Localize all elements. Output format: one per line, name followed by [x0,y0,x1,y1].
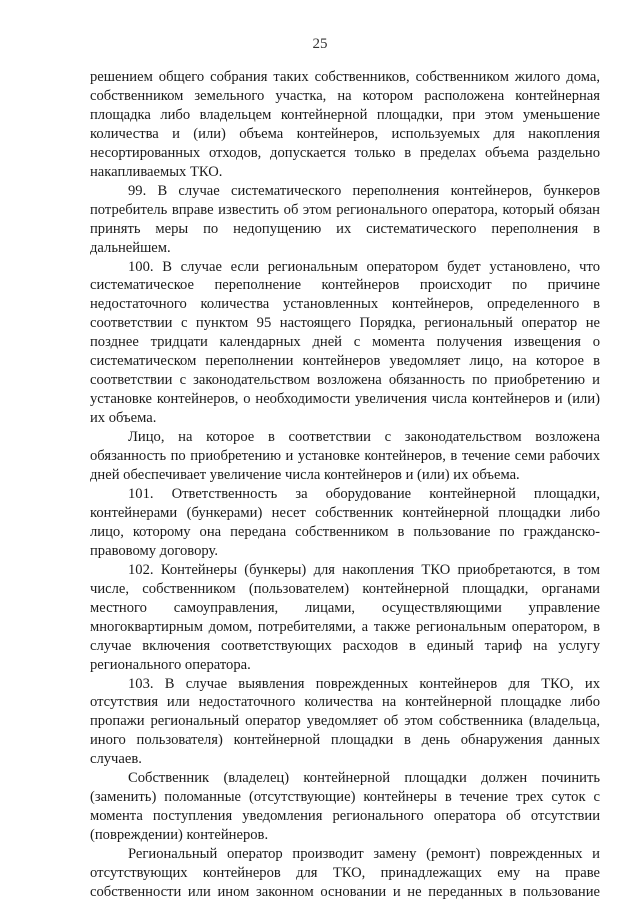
paragraph-99: 99. В случае систематического переполнения контейнеров, бункеров потребитель вправе известить об этом регионального оператора, который обязан принять меры по недопущению их систематического переполнения в дальнейшем. [90,182,600,256]
paragraph-102: 102. Контейнеры (бункеры) для накопления ТКО приобретаются, в том числе, собственником (пользователем) контейнерной площадки, органами местного самоуправления, лицами, осуществляющими управление многоквартирным домом, потребителями, а также региональным оператором, в случае включения соответствующих расходов в единый тариф на услугу регионального оператора. [90,561,600,673]
page-number: 25 [312,36,328,52]
document-body [90,68,600,902]
paragraph-103-operator-duty: Региональный оператор производит замену (ремонт) поврежденных и отсутствующих контейнеров для ТКО, принадлежащих ему на праве собственности или ином законном основании и не переданных в пользование [90,846,600,900]
paragraph-100-continued: Лицо, на которое в соответствии с законодательством возложена обязанность по приобретению и установке контейнеров, в течение семи рабочих дней обеспечивает увеличение числа контейнеров и (или) их объема. [90,429,600,484]
paragraph-103-owner-duty: Собственник (владелец) контейнерной площадки должен починить (заменить) поломанные (отсутствующие) контейнеры в течение трех суток с момента поступления уведомления регионального оператора об отсутствии (повреждении) контейнеров. [90,770,600,844]
paragraph-100: 100. В случае если региональным оператором будет установлено, что систематическое переполнение контейнеров происходит по причине недостаточного количества установленных контейнеров, определенного в соответствии с пунктом 95 настоящего Порядка, региональный оператор не позднее тридцати календарных дней с момента получения извещения о систематическом переполнении контейнеров уведомляет лицо, на которое в соответствии с законодательством возложена обязанность по приобретению и установке контейнеров, о необходимости увеличения числа контейнеров и (или) их объема. [90,258,600,427]
paragraph-101: 101. Ответственность за оборудование контейнерной площадки, контейнерами (бункерами) несет собственник контейнерной площадки либо лицо, которому она передана собственником в пользование по гражданско-правовому договору. [90,485,600,559]
paragraph-103: 103. В случае выявления поврежденных контейнеров для ТКО, их отсутствия или недостаточного количества на контейнерной площадке либо пропажи региональный оператор уведомляет об этом собственника (владельца, иного пользователя) контейнерной площадки в день обнаружения данных случаев. [90,675,600,768]
paragraph-1: решением общего собрания таких собственников, собственником жилого дома, собственником земельного участка, на котором расположена контейнерная площадка либо владельцем контейнерной площадки, при этом уменьшение количества и (или) объема контейнеров, используемых для накопления несортированных отходов, допускается только в пределах объема раздельно накапливаемых ТКО. [90,69,600,180]
